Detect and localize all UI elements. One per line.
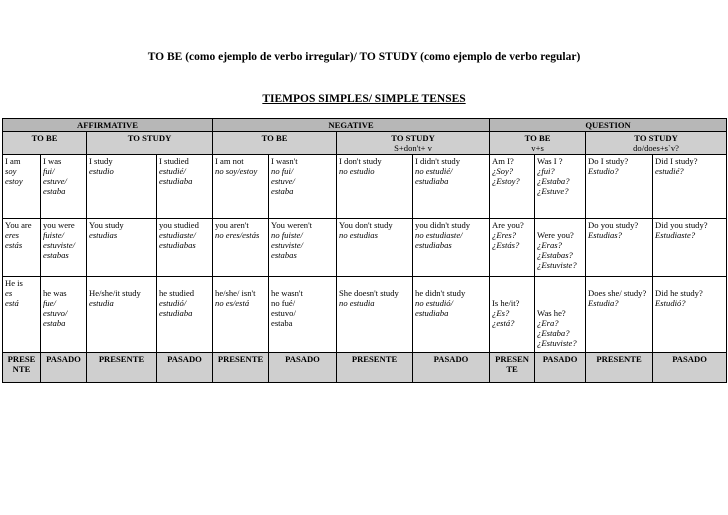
cell-line: estudiaba (159, 308, 193, 318)
cell-line: ¿Soy? (492, 166, 514, 176)
aff-to-be-header: TO BE (3, 132, 87, 155)
tense-label: PASADO (41, 353, 87, 383)
cell-line: You study (89, 220, 124, 230)
table-cell (337, 155, 413, 219)
cell-line: estuve/ (43, 176, 67, 186)
cell-line: Estudia? (588, 298, 619, 308)
cell-line: no fui/ (271, 166, 294, 176)
cell-line: está (5, 298, 19, 308)
table-cell (269, 155, 337, 219)
cell-line: you didn't study (415, 220, 471, 230)
cell-line: no estudias (339, 230, 378, 240)
document-title: TO BE (como ejemplo de verbo irregular)/ TO STUDY (como ejemplo de verbo regular) (147, 51, 581, 63)
cell-line: estuviste/ (43, 240, 75, 250)
cell-line: estudié? (655, 166, 684, 176)
verb-tenses-table (2, 118, 727, 383)
tense-label: PRESENTE (87, 353, 157, 383)
cell-line: You don't study (339, 220, 393, 230)
header-line: TO STUDY (634, 133, 678, 143)
cell-line: Are you? (492, 220, 524, 230)
cell-line: I was (43, 156, 62, 166)
cell-line: no estudiaste/ (415, 230, 463, 240)
cell-line: I wasn't (271, 156, 298, 166)
cell-line: Estudio? (588, 166, 619, 176)
table-row (3, 277, 727, 353)
group-header-row (3, 119, 727, 132)
cell-line: He/she/it study (89, 288, 141, 298)
cell-line: no estudió/ (415, 298, 453, 308)
table-cell (413, 277, 490, 353)
cell-line: estaba (43, 318, 66, 328)
cell-line (215, 278, 266, 288)
cell-line: Did I study? (655, 156, 698, 166)
verb-header-row (3, 132, 727, 155)
table-cell (87, 155, 157, 219)
cell-line: he wasn't (271, 288, 303, 298)
cell-line: ¿Estuve? (537, 186, 569, 196)
cell-line: I study (89, 156, 113, 166)
table-cell (269, 219, 337, 277)
table-cell (41, 277, 87, 353)
negative-header: NEGATIVE (213, 119, 490, 132)
table-cell (3, 219, 41, 277)
table-cell (490, 155, 535, 219)
table-row (3, 219, 727, 277)
cell-line: Does she/ study? (588, 288, 647, 298)
cell-line: no es/está (215, 298, 250, 308)
tense-label: PASADO (535, 353, 586, 383)
cell-line: ¿Es? (492, 308, 510, 318)
table-cell (41, 155, 87, 219)
cell-line (89, 278, 154, 288)
header-line: do/does+s`v? (633, 143, 679, 153)
cell-line: no estudié/ (415, 166, 453, 176)
table-cell (586, 219, 653, 277)
cell-line: Was he? (537, 308, 566, 318)
cell-line: estaba (271, 186, 294, 196)
header-line: TO STUDY (391, 133, 435, 143)
table-cell (490, 219, 535, 277)
cell-line (492, 288, 532, 298)
cell-line: you studied (159, 220, 199, 230)
table-cell (653, 219, 727, 277)
aff-to-study-header: TO STUDY (87, 132, 213, 155)
q-to-be-header (490, 132, 586, 155)
cell-line (271, 278, 334, 288)
q-to-study-header (586, 132, 727, 155)
header-line: S+don't+ v (394, 143, 432, 153)
cell-line: ¿Estuviste? (537, 260, 577, 270)
cell-line: ¿está? (492, 318, 515, 328)
tense-label: PRESE NTE (3, 353, 41, 383)
question-header: QUESTION (490, 119, 727, 132)
cell-line: I studied (159, 156, 189, 166)
cell-line: Is he/it? (492, 298, 520, 308)
table-cell (3, 277, 41, 353)
cell-line: fuiste/ (43, 230, 65, 240)
tense-label: PRESENTE (337, 353, 413, 383)
cell-line: he/she/ isn't (215, 288, 256, 298)
cell-line: fui/ (43, 166, 55, 176)
cell-line: Did you study? (655, 220, 708, 230)
cell-line: estoy (5, 176, 23, 186)
cell-line: I don't study (339, 156, 382, 166)
cell-line: fue/ (43, 298, 56, 308)
cell-line: estás (5, 240, 23, 250)
table-cell (535, 219, 586, 277)
cell-line: Do you study? (588, 220, 639, 230)
table-cell (157, 155, 213, 219)
cell-line: I didn't study (415, 156, 461, 166)
cell-line (339, 278, 410, 288)
cell-line: no eres/estás (215, 230, 260, 240)
cell-line: estaba (43, 186, 66, 196)
cell-line (537, 220, 583, 230)
table-cell (337, 277, 413, 353)
cell-line: es (5, 288, 13, 298)
cell-line: he was (43, 288, 67, 298)
table-cell (490, 277, 535, 353)
cell-line (537, 298, 583, 308)
cell-line: ¿fui? (537, 166, 555, 176)
cell-line (159, 278, 210, 288)
table-cell (535, 155, 586, 219)
table-cell (535, 277, 586, 353)
cell-line: estabas (43, 250, 69, 260)
cell-line: estudio (89, 166, 114, 176)
cell-line: estudiaba (159, 176, 193, 186)
cell-line: Estudiaste? (655, 230, 696, 240)
cell-line: Did he study? (655, 288, 703, 298)
cell-line (588, 278, 650, 288)
document-subtitle: TIEMPOS SIMPLES/ SIMPLE TENSES (262, 93, 466, 105)
table-cell (3, 155, 41, 219)
cell-line: no soy/estoy (215, 166, 258, 176)
table-cell (157, 219, 213, 277)
cell-line: estudió/ (159, 298, 187, 308)
cell-line: You are (5, 220, 32, 230)
cell-line: estuviste/ (271, 240, 303, 250)
cell-line: no estudio (339, 166, 375, 176)
cell-line: he didn't study (415, 288, 466, 298)
cell-line: ¿Era? (537, 318, 559, 328)
cell-line: eres (5, 230, 19, 240)
cell-line: Do I study? (588, 156, 629, 166)
cell-line: ¿Estás? (492, 240, 520, 250)
tense-label: PASADO (157, 353, 213, 383)
table-cell (157, 277, 213, 353)
tense-label: PRESEN TE (490, 353, 535, 383)
cell-line: estabas (271, 250, 297, 260)
table-cell (213, 219, 269, 277)
cell-line (492, 278, 532, 288)
table-cell (413, 219, 490, 277)
cell-line: no estudia (339, 298, 375, 308)
cell-line: He is (5, 278, 23, 288)
cell-line: You weren't (271, 220, 313, 230)
cell-line: Estudió? (655, 298, 686, 308)
cell-line: you aren't (215, 220, 249, 230)
table-cell (337, 219, 413, 277)
neg-to-be-header: TO BE (213, 132, 337, 155)
affirmative-header: AFFIRMATIVE (3, 119, 213, 132)
table-cell (213, 277, 269, 353)
cell-line: no fuiste/ (271, 230, 303, 240)
cell-line: She doesn't study (339, 288, 399, 298)
tense-label: PRESENTE (213, 353, 269, 383)
table-cell (269, 277, 337, 353)
cell-line: ¿Eres? (492, 230, 517, 240)
cell-line: ¿Estuviste? (537, 338, 577, 348)
table-cell (413, 155, 490, 219)
tense-label: PASADO (653, 353, 727, 383)
table-cell (653, 155, 727, 219)
cell-line: Were you? (537, 230, 574, 240)
table-cell (87, 277, 157, 353)
cell-line: no fué/ (271, 298, 296, 308)
table-cell (87, 219, 157, 277)
table-cell (213, 155, 269, 219)
cell-line: estudiabas (415, 240, 452, 250)
cell-line: I am (5, 156, 21, 166)
cell-line: estudiabas (159, 240, 196, 250)
conjugation-rows (3, 155, 727, 353)
cell-line: estuvo/ (271, 308, 296, 318)
cell-line: I am not (215, 156, 244, 166)
cell-line: you were (43, 220, 75, 230)
cell-line: ¿Estoy? (492, 176, 520, 186)
cell-line: estudia (89, 298, 114, 308)
table-row (3, 155, 727, 219)
cell-line: Am I? (492, 156, 514, 166)
header-line: v+s (531, 143, 544, 153)
cell-line: estudiaba (415, 308, 449, 318)
cell-line (537, 278, 583, 288)
tense-label: PASADO (413, 353, 490, 383)
cell-line: he studied (159, 288, 195, 298)
table-cell (586, 155, 653, 219)
cell-line: ¿Estaba? (537, 176, 570, 186)
cell-line: ¿Eras? (537, 240, 562, 250)
table-cell (586, 277, 653, 353)
cell-line: Was I ? (537, 156, 563, 166)
cell-line: soy (5, 166, 17, 176)
cell-line: ¿Estabas? (537, 250, 573, 260)
table-cell (653, 277, 727, 353)
tense-label: PRESENTE (586, 353, 653, 383)
table-cell (41, 219, 87, 277)
tense-footer-row (3, 353, 727, 383)
cell-line (415, 278, 487, 288)
tense-label: PASADO (269, 353, 337, 383)
cell-line: estudiaste/ (159, 230, 196, 240)
cell-line (537, 288, 583, 298)
cell-line: estudias (89, 230, 118, 240)
cell-line: estudiaba (415, 176, 449, 186)
cell-line: Estudias? (588, 230, 622, 240)
neg-to-study-header (337, 132, 490, 155)
cell-line: estaba (271, 318, 293, 328)
cell-line: ¿Estaba? (537, 328, 570, 338)
cell-line (43, 278, 84, 288)
cell-line: estuvo/ (43, 308, 68, 318)
cell-line (655, 278, 724, 288)
header-line: TO BE (524, 133, 551, 143)
cell-line: estudié/ (159, 166, 186, 176)
cell-line: estuve/ (271, 176, 295, 186)
